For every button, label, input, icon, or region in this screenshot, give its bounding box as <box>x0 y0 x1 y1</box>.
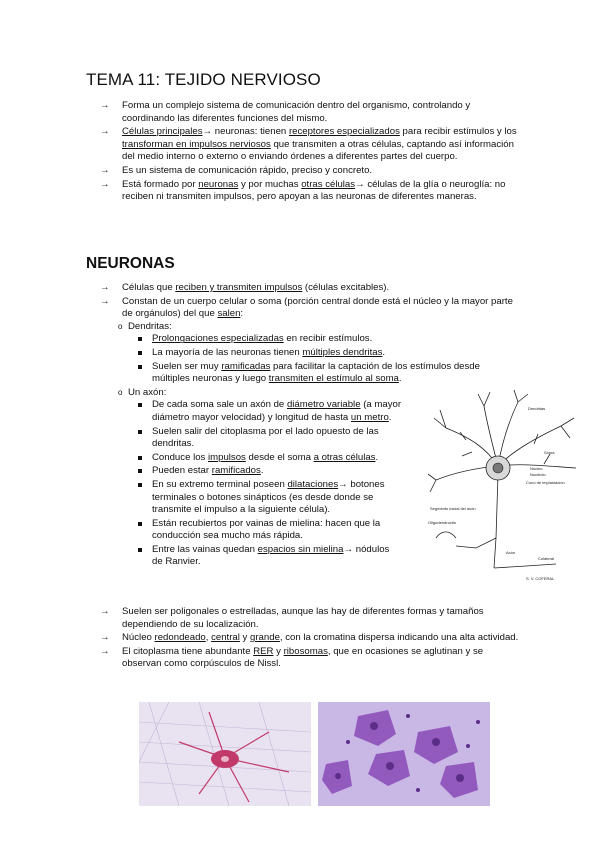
list-item-axon: o Un axón: De cada soma sale un axón de diámetro variable (a mayor diámetro mayor velocidad) y longitud de hasta un metro. Suelen salir del citoplasma por el lado opuesto de las dendritas. Conduce los impulsos desde el soma a otras células. Pueden estar ramificados. En su extremo terminal poseen dilataciones→ botones terminales o botones sinápticos (es desde donde se transmite el impulso a la siguiente célula). Están recubiertos por vainas de mielina: hacen que la conducción sea mucho más rápida. Entre las vainas quedan espacios sin mielina→ nódulos de Ranvier. <box>100 387 520 569</box>
bullet-icon: o <box>118 387 123 397</box>
axon-list <box>100 399 402 569</box>
bullet-icon <box>138 337 142 341</box>
neuronas-list-continued <box>100 606 520 672</box>
bullet-icon <box>138 430 142 434</box>
micrograph-nissl-purple-image <box>318 702 490 806</box>
list-item: La mayoría de las neuronas tienen múltiples dendritas. <box>100 347 520 360</box>
arrow-icon: → <box>100 100 110 111</box>
list-item: Suelen ser muy ramificadas para facilitar la captación de los estímulos desde múltiples neuronas y luego transmiten el estímulo al soma. <box>100 361 520 386</box>
bullet-icon <box>138 469 142 473</box>
bullet-icon <box>138 548 142 552</box>
neuron-nucleus <box>221 756 229 762</box>
bullet-icon <box>138 456 142 460</box>
arrow-icon: → <box>100 282 110 293</box>
list-item: Pueden estar ramificados. <box>100 465 402 478</box>
list-item: De cada soma sale un axón de diámetro variable (a mayor diámetro mayor velocidad) y longitud de hasta un metro. <box>100 399 402 424</box>
bullet-icon: o <box>118 321 123 331</box>
dendritas-list <box>100 333 520 385</box>
list-item: En su extremo terminal poseen dilataciones→ botones terminales o botones sinápticos (es desde donde se transmite el impulso a la siguiente célula). <box>100 479 402 517</box>
list-item: Entre las vainas quedan espacios sin mielina→ nódulos de Ranvier. <box>100 544 402 569</box>
bullet-icon <box>138 522 142 526</box>
arrow-icon: → <box>100 606 110 617</box>
list-item: → Forma un complejo sistema de comunicación dentro del organismo, controlando y coordinando las diferentes funciones del mismo. <box>100 100 471 124</box>
nucleus <box>493 463 503 473</box>
list-item: → Suelen ser poligonales o estrelladas, aunque las hay de diferentes formas y tamaños dependiendo de su localización. <box>100 606 484 630</box>
label-oligodendrocito: Oligodendrocito <box>428 520 457 525</box>
micrograph-neuron-pink <box>139 702 311 806</box>
list-item-dendritas: o Dendritas: Prolongaciones especializadas en recibir estímulos. La mayoría de las neuronas tienen múltiples dendritas. Suelen ser muy ramificadas para facilitar la captación de los estímulos desde múltiples neuronas y luego transmiten el estímulo al soma. <box>100 321 520 386</box>
arrow-icon: → <box>100 632 110 644</box>
label-dendritas: Dendritas <box>528 406 546 411</box>
bullet-icon <box>138 351 142 355</box>
bullet-icon <box>138 365 142 369</box>
arrow-icon: → <box>100 126 110 138</box>
list-item: Conduce los impulsos desde el soma a otras células. <box>100 452 402 465</box>
label-nucleolo: Nucléolo <box>530 472 546 477</box>
micrograph-nissl-purple <box>318 702 490 806</box>
list-item: → Células que reciben y transmiten impulsos (células excitables). <box>100 282 390 293</box>
arrow-icon: → <box>100 178 110 190</box>
section-title-neuronas: NEURONAS <box>86 255 175 272</box>
neuron-diagram <box>426 388 580 584</box>
list-item: Prolongaciones especializadas en recibir estímulos. <box>100 333 520 346</box>
page-title: TEMA 11: TEJIDO NERVIOSO <box>86 70 321 89</box>
label-segmento: Segmento inicial del axón <box>430 506 476 511</box>
bullet-icon <box>138 483 142 487</box>
arrow-icon: → <box>100 645 110 657</box>
bullet-icon <box>138 403 142 407</box>
list-item: → El citoplasma tiene abundante RER y ribosomas, que en ocasiones se aglutinan y se observan como corpúsculos de Nissl. <box>100 645 484 670</box>
label-credit: S. V. COFERAL <box>526 576 555 581</box>
list-item: → Núcleo redondeado, central y grande, con la cromatina dispersa indicando una alta actividad. <box>100 632 519 644</box>
label-colateral: Colateral <box>538 556 555 561</box>
list-item: → Está formado por neuronas y por muchas otras células→ células de la glía o neuroglía: no reciben ni transmiten impulsos, pero apoyan a las neuronas de diferentes maneras. <box>100 178 506 203</box>
list-item: Están recubiertos por vainas de mielina: hacen que la conducción sea mucho más rápida. <box>100 518 402 543</box>
label-nucleo: Núcleo <box>530 466 543 471</box>
list-item: → Es un sistema de comunicación rápido, preciso y concreto. <box>100 164 373 176</box>
micrograph-neuron-pink-image <box>139 702 311 806</box>
arrow-icon: → <box>100 164 110 176</box>
list-item: Suelen salir del citoplasma por el lado opuesto de las dendritas. <box>100 426 402 451</box>
label-axon: Axón <box>506 550 516 555</box>
list-item: → Células principales→ neuronas: tienen receptores especializados para recibir estímulos y los transforman en impulsos nerviosos que transmiten a otras células, captando así información del medio interno o externo o enviando órdenes a diferentes partes del cuerpo. <box>100 126 517 163</box>
label-cono: Cono de implantación <box>526 480 565 485</box>
list-item: → Constan de un cuerpo celular o soma (porción central donde está el núcleo y la mayor parte de orgánulos) del que salen: o Dendritas: Prolongaciones especializadas en recibir estímulos. La mayoría de las neuronas tienen múltiples dendritas. Suelen ser muy ramificadas para facilitar la captación de los estímulos desde múltiples neuronas y luego transmiten el estímulo al soma. o Un axón: De cada soma sale un axón de diámetro variable (a mayor diámetro mayor velocidad) y longitud de hasta un metro. Suelen salir del citoplasma por el lado opuesto de las dendritas. Conduce los impulsos desde el soma a otras células. Pueden estar ramificados. En su extremo terminal poseen dilataciones→ botones terminales o botones sinápticos (es desde donde se transmite el impulso a la siguiente célula). Están recubiertos por vainas de mielina: hacen que la conducción sea mucho más rápida. Entre las vainas quedan espacios sin mielina→ nódulos de Ranvier. <box>100 296 520 569</box>
arrow-icon: → <box>100 295 110 307</box>
tema-intro-list <box>100 100 520 205</box>
label-soma: Soma <box>544 450 555 455</box>
